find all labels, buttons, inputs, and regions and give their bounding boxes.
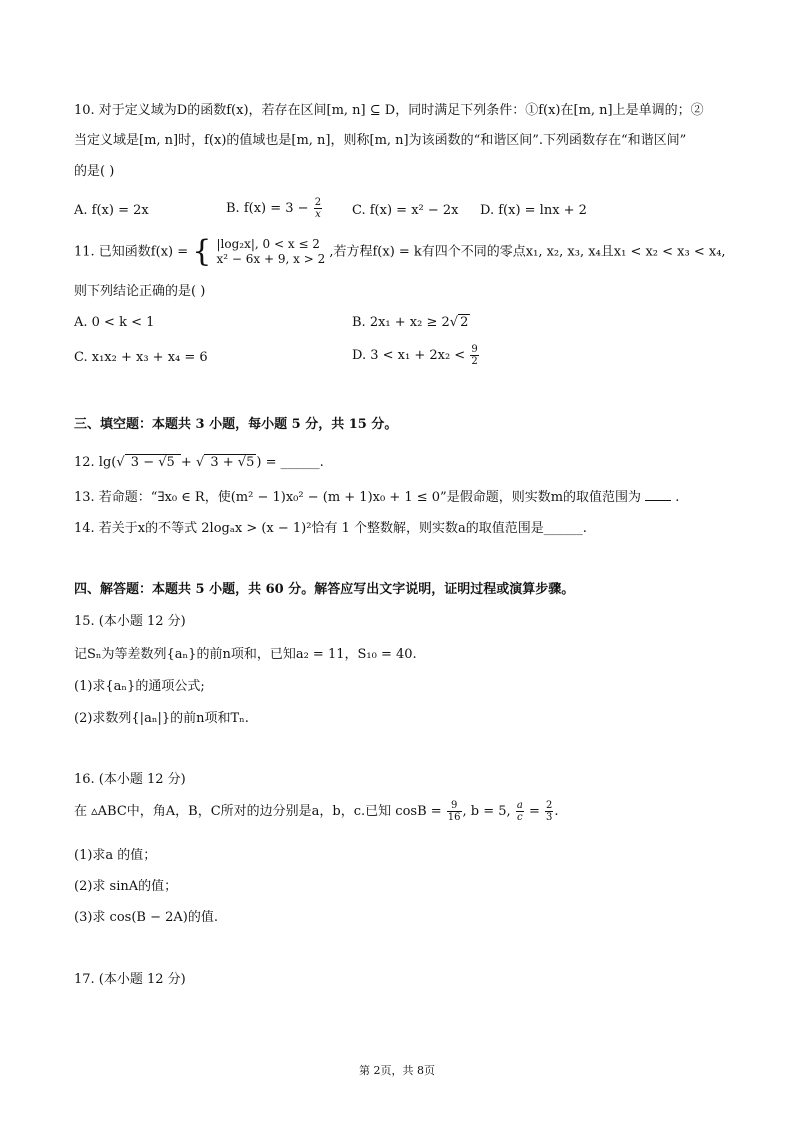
q16-ac-fraction — [516, 800, 524, 823]
q11-case-2: x² − 6x + 9, x > 2 — [216, 252, 326, 266]
q16-heading: 16. (本小题 12 分) — [74, 772, 186, 787]
q10-option-c: C. f(x) = x² − 2x — [352, 203, 459, 218]
q10-option-b-prefix: B. f(x) = 3 − — [226, 201, 309, 216]
q15-stem: 记Sₙ为等差数列{aₙ}的前n项和，已知a₂ = 11，S₁₀ = 40. — [74, 647, 417, 662]
q14-line: 14. 若关于x的不等式 2logₐx > (x − 1)²恰有 1 个整数解，则实数a的取值范围是______. — [74, 521, 587, 536]
q16-cos-fraction — [447, 800, 462, 823]
sqrt-sign: √ — [449, 315, 459, 330]
fraction-denominator: x — [315, 209, 321, 220]
section-4-heading: 四、解答题：本题共 5 小题，共 60 分。解答应写出文字说明，证明过程或演算步骤。 — [74, 582, 575, 597]
q10-option-d: D. f(x) = lnx + 2 — [480, 203, 587, 218]
q16-part-3: (3)求 cos(B − 2A)的值. — [74, 910, 218, 925]
q10-option-b-fraction — [314, 197, 322, 220]
q12-radicand-2: 3 + √5 — [206, 455, 255, 470]
q16-equals: = — [528, 804, 540, 819]
q16-part-2: (2)求 sinA的值； — [74, 879, 178, 894]
q12-prefix: 12. lg( — [74, 455, 117, 470]
page-footer: 第 2页，共 8页 — [359, 1064, 435, 1077]
q11-line2: 则下列结论正确的是( ) — [74, 284, 206, 299]
q15-part-2: (2)求数列{|aₙ|}的前n项和Tₙ. — [74, 711, 249, 726]
q11-stem-prefix: 11. 已知函数f(x) = — [74, 244, 189, 260]
answer-blank[interactable] — [645, 488, 671, 501]
q11-stem-suffix: ,若方程f(x) = k有四个不同的零点x₁, x₂, x₃, x₄且x₁ < x₂ < x₃ < x₄, — [329, 244, 726, 260]
fraction-numerator: 9 — [447, 800, 462, 812]
q16-part-1: (1)求a 的值； — [74, 848, 157, 863]
q10-line1: 10. 对于定义域为D的函数f(x)，若存在区间[m, n] ⊆ D，同时满足下列条件：①f(x)在[m, n]上是单调的；② — [74, 103, 704, 118]
fraction-denominator: 16 — [447, 812, 461, 823]
q10-option-b — [226, 197, 323, 220]
sqrt-sign: √ — [195, 455, 205, 470]
sqrt-sign: √ — [116, 455, 125, 470]
q11-option-b — [352, 313, 470, 333]
q12-radicand-1: 3 − √5 — [126, 455, 179, 470]
q11-option-c: C. x₁x₂ + x₃ + x₄ = 6 — [74, 350, 208, 365]
q11-option-a: A. 0 < k < 1 — [74, 315, 155, 330]
q13-text: 13. 若命题：“∃x₀ ∈ R，使(m² − 1)x₀² − (m + 1)x₀ + 1 ≤ 0”是假命题，则实数m的取值范围为 — [74, 490, 642, 505]
q16-stem-mid: , b = 5, — [462, 804, 511, 819]
left-brace: { — [192, 234, 212, 269]
fraction-numerator: 2 — [545, 800, 553, 811]
fraction-denominator: 3 — [545, 812, 553, 823]
fraction-numerator: a — [516, 800, 523, 811]
fraction-denominator: c — [517, 812, 523, 823]
q12-line — [74, 453, 324, 473]
q11-stem — [74, 234, 726, 269]
section-3-heading: 三、填空题：本题共 3 小题，每小题 5 分，共 15 分。 — [74, 417, 398, 432]
q15-part-1: (1)求{aₙ}的通项公式; — [74, 679, 205, 694]
q11-option-b-prefix: B. 2x₁ + x₂ ≥ 2 — [352, 315, 450, 330]
q11-option-d-prefix: D. 3 < x₁ + 2x₂ < — [352, 348, 466, 363]
q15-heading: 15. (本小题 12 分) — [74, 614, 186, 629]
q10-option-a: A. f(x) = 2x — [74, 203, 149, 218]
q16-stem-end: . — [554, 804, 559, 819]
sqrt-radicand: 2 — [460, 315, 469, 330]
fraction-numerator: 9 — [471, 344, 478, 355]
q10-line3: 的是( ) — [74, 164, 115, 179]
q16-ratio-fraction — [545, 800, 553, 823]
q16-stem — [74, 800, 559, 823]
fraction-numerator: 2 — [314, 197, 322, 208]
q17-heading: 17. (本小题 12 分) — [74, 972, 186, 987]
q11-case-1: |log₂x|, 0 < x ≤ 2 — [216, 237, 320, 251]
q10-line2: 当定义域是[m, n]时，f(x)的值域也是[m, n]，则称[m, n]为该函数的“和谐区间”.下列函数存在“和谐区间” — [74, 133, 687, 148]
q13-suffix: . — [671, 490, 680, 505]
q11-option-d-fraction — [470, 344, 478, 367]
fraction-denominator: 2 — [471, 356, 478, 367]
q11-option-d — [352, 344, 480, 367]
q13-line — [74, 488, 679, 508]
q11-piecewise-cases — [217, 237, 326, 267]
q12-suffix: ) = ______. — [256, 455, 324, 470]
q12-plus: + — [180, 455, 192, 470]
q16-stem-prefix: 在 ▵ABC中，角A，B，C所对的边分别是a，b，c.已知 cosB = — [74, 804, 442, 819]
